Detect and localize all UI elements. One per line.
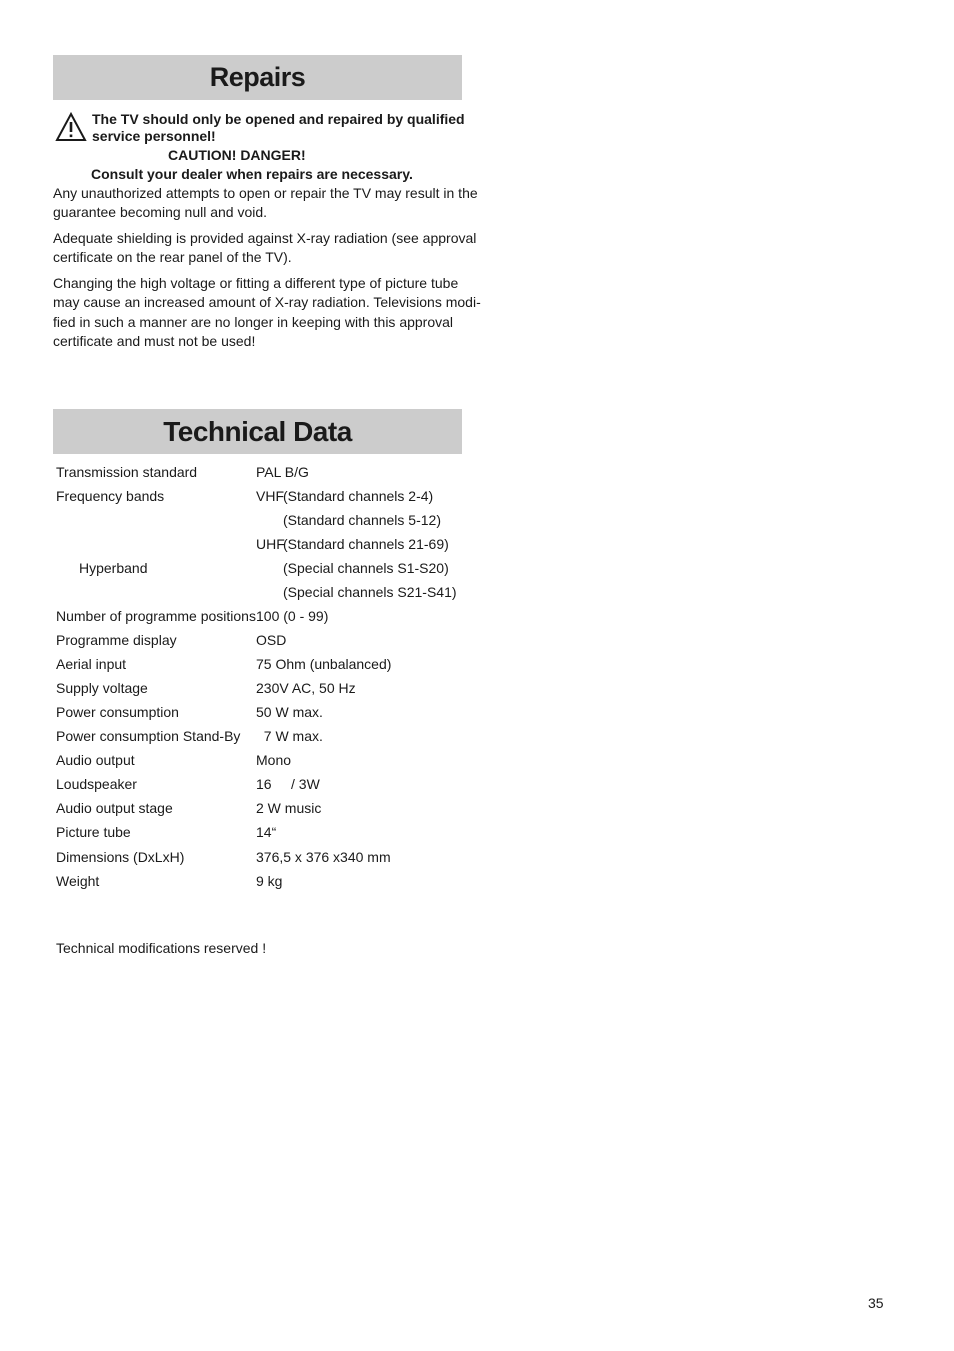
uhf-channels: (Standard channels 21-69) [283,536,449,552]
repair-paragraph-3: Changing the high voltage or fitting a different type of picture tube may cause an increased amount of X-ray radiation. Televisions modi- fied in such a manner are no longer in keeping with this approval certificate and must not be used! [53,275,481,349]
spec-label: Dimensions (DxLxH) [56,849,185,865]
spec-label: Programme display [56,632,177,648]
spec-value: 16 / 3W [256,776,320,792]
spec-value: 100 (0 - 99) [256,608,329,624]
repair-paragraph-1: Any unauthorized attempts to open or repair the TV may result in the guarantee becoming null and void. [53,185,478,221]
spec-value: 14“ [256,824,277,840]
spec-value-transmission: PAL B/G [256,464,309,480]
consult-dealer-text: Consult your dealer when repairs are necessary. [91,166,413,182]
spec-value: 75 Ohm (unbalanced) [256,656,392,672]
hyperband-channels-1: (Special channels S1-S20) [283,560,449,576]
spec-value: 230V AC, 50 Hz [256,680,356,696]
spec-value: 50 W max. [256,704,323,720]
spec-label: Weight [56,873,100,889]
spec-value: OSD [256,632,287,648]
warning-line-2: service personnel! [92,128,216,144]
spec-label: Audio output stage [56,800,173,816]
spec-label: Number of programme positions [56,608,256,624]
caution-text: CAUTION! DANGER! [168,147,306,163]
spec-label: Loudspeaker [56,776,137,792]
page-number: 35 [868,1295,884,1311]
spec-value: 7 W max. [256,728,323,744]
spec-value: Mono [256,752,292,768]
spec-label: Supply voltage [56,680,148,696]
spec-label: Power consumption [56,704,179,720]
spec-label-hyperband: Hyperband [79,560,148,576]
spec-label: Picture tube [56,824,131,840]
spec-label-frequency: Frequency bands [56,488,165,504]
spec-value: 2 W music [256,800,322,816]
spec-label-transmission: Transmission standard [56,464,198,480]
spec-value: 376,5 x 376 x340 mm [256,849,391,865]
repair-paragraph-2: Adequate shielding is provided against X-ray radiation (see approval certificate on the rear panel of the TV). [53,230,477,266]
repairs-heading: Repairs [53,55,462,100]
spec-label: Aerial input [56,656,127,672]
vhf-channels-1: (Standard channels 2-4) [283,488,434,504]
vhf-prefix: VHF [256,488,284,504]
hyperband-channels-2: (Special channels S21-S41) [283,584,457,600]
spec-label: Power consumption Stand-By [56,728,241,744]
uhf-prefix: UHF [256,536,285,552]
warning-line-1: The TV should only be opened and repaired by qualified [92,111,465,127]
technical-data-heading: Technical Data [53,409,462,454]
warning-triangle-icon [55,112,87,142]
spec-label: Audio output [56,752,135,768]
spec-value: 9 kg [256,873,283,889]
technical-footnote: Technical modifications reserved ! [56,940,267,956]
vhf-channels-2: (Standard channels 5-12) [283,512,441,528]
